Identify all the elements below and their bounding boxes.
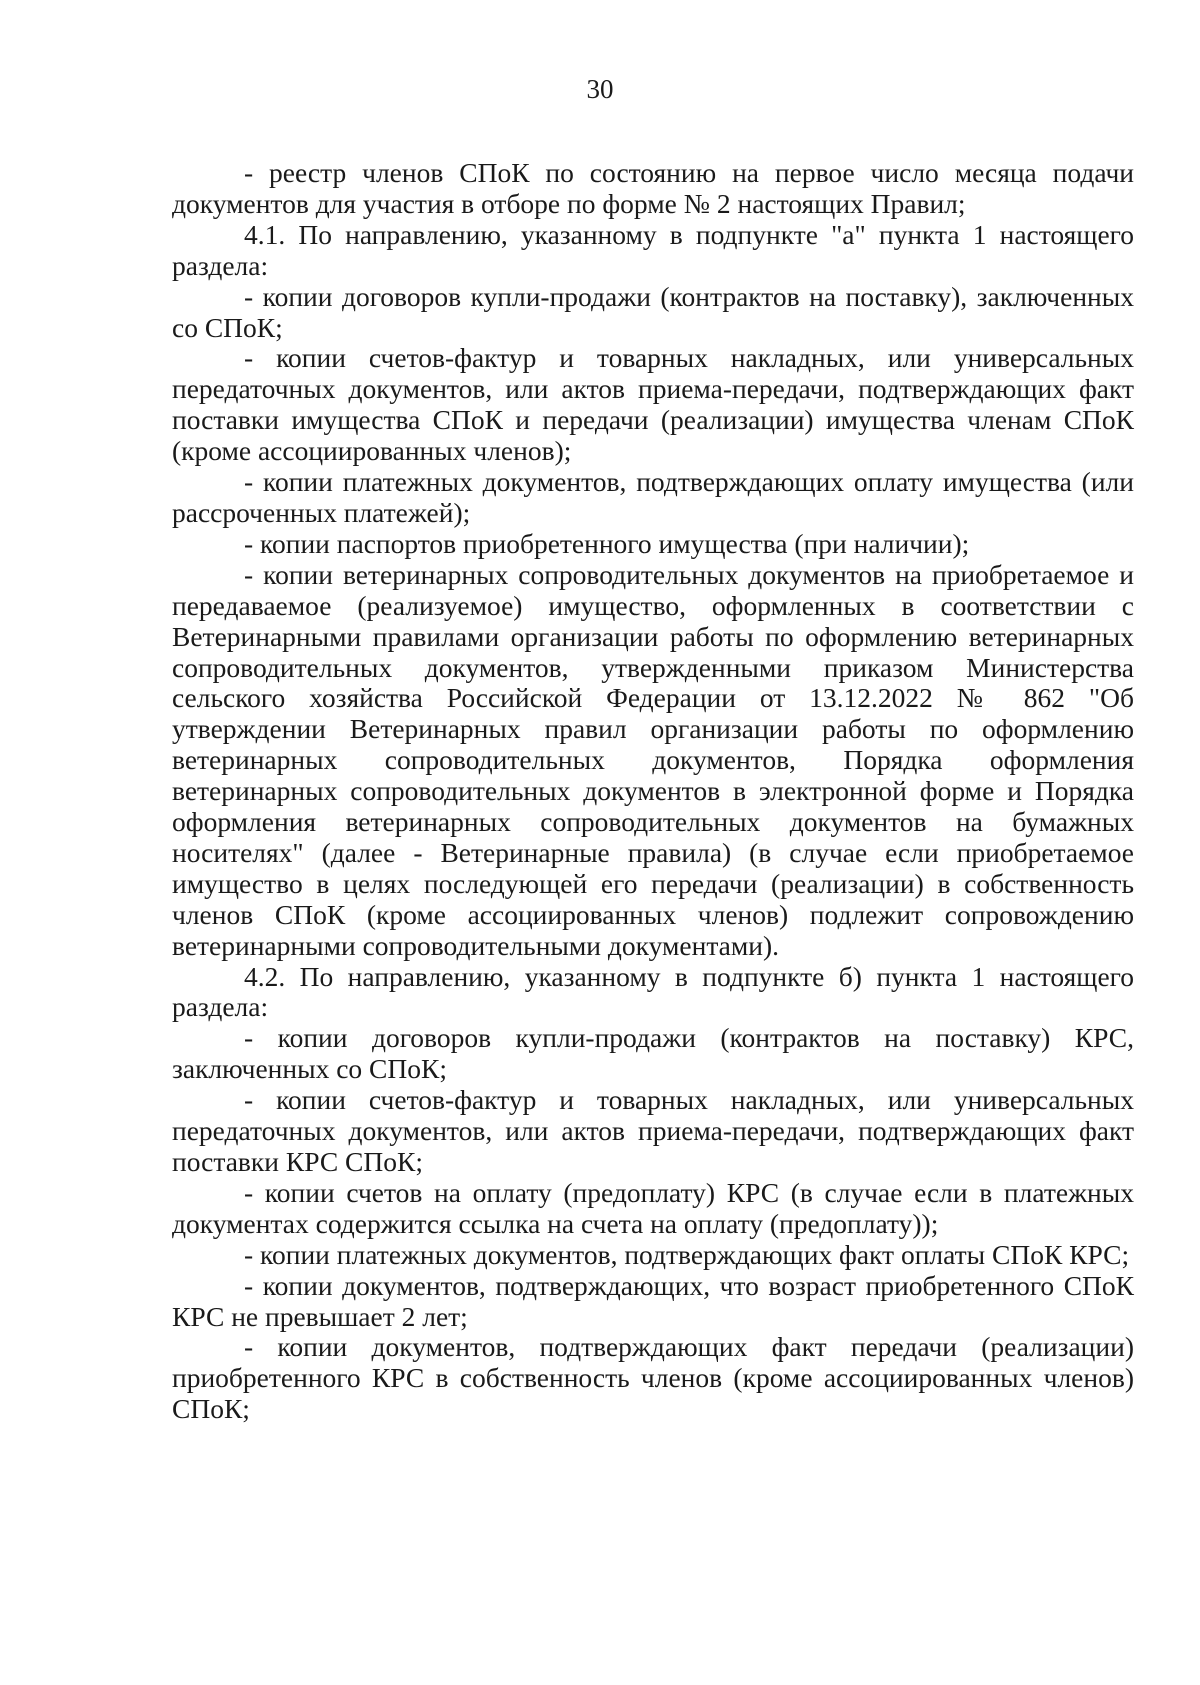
paragraph-registry-of-members: - реестр членов СПоК по состоянию на первое число месяца подачи документов для участия в отборе по форме № 2 настоящих Правил;	[172, 157, 1134, 219]
paragraph-cattle-prepayment-bills: - копии счетов на оплату (предоплату) КРС (в случае если в платежных документах содержится ссылка на счета на оплату (предоплату));	[172, 1176, 1134, 1239]
document-body	[172, 158, 1134, 1425]
paragraph-purchase-contracts: - копии договоров купли-продажи (контрактов на поставку), заключенных со СПоК;	[172, 280, 1134, 343]
paragraph-cattle-purchase-contracts: - копии договоров купли-продажи (контрактов на поставку) КРС, заключенных со СПоК;	[172, 1022, 1134, 1085]
paragraph-section-4-1-heading: 4.1. По направлению, указанному в подпункте "а" пункта 1 настоящего раздела:	[172, 218, 1134, 281]
paragraph-payment-documents: - копии платежных документов, подтверждающих оплату имущества (или рассроченных платежей);	[172, 466, 1134, 528]
paragraph-veterinary-documents: - копии ветеринарных сопроводительных документов на приобретаемое и передаваемое (реализуемое) имущество, оформленных в соответствии с Ветеринарными правилами организации работы по оформлению ветеринарных сопроводительных документов, утвержденными приказом Министерства сельского хозяйства Российской Федерации от 13.12.2022 № 862 "Об утверждении Ветеринарных правил организации работы по оформлению ветеринарных сопроводительных документов, Порядка оформления ветеринарных сопроводительных документов в электронной форме и Порядка оформления ветеринарных сопроводительных документов на бумажных носителях" (далее - Ветеринарные правила) (в случае если приобретаемое имущество в целях последующей его передачи (реализации) в собственность членов СПоК (кроме ассоциированных членов) подлежит сопровождению ветеринарными сопроводительными документами).	[172, 558, 1134, 961]
paragraph-property-passports: - копии паспортов приобретенного имущества (при наличии);	[244, 527, 970, 559]
paragraph-cattle-payment-documents: - копии платежных документов, подтверждающих факт оплаты СПоК КРС;	[244, 1238, 1130, 1270]
paragraph-section-4-2-heading: 4.2. По направлению, указанному в подпункте б) пункта 1 настоящего раздела:	[172, 960, 1134, 1023]
page-number: 30	[586, 74, 614, 104]
paragraph-cattle-transfer-documents: - копии документов, подтверждающих факт передачи (реализации) приобретенного КРС в собственность членов (кроме ассоциированных членов) СПоК;	[172, 1331, 1134, 1425]
paragraph-cattle-age-documents: - копии документов, подтверждающих, что возраст приобретенного СПоК КРС не превышает 2 лет;	[172, 1269, 1134, 1332]
paragraph-invoices-and-waybills: - копии счетов-фактур и товарных накладных, или универсальных передаточных документов, или актов приема-передачи, подтверждающих факт поставки имущества СПоК и передачи (реализации) имущества членам СПоК (кроме ассоциированных членов);	[172, 342, 1134, 467]
paragraph-cattle-invoices: - копии счетов-фактур и товарных накладных, или универсальных передаточных документов, или актов приема-передачи, подтверждающих факт поставки КРС СПоК;	[172, 1084, 1134, 1177]
